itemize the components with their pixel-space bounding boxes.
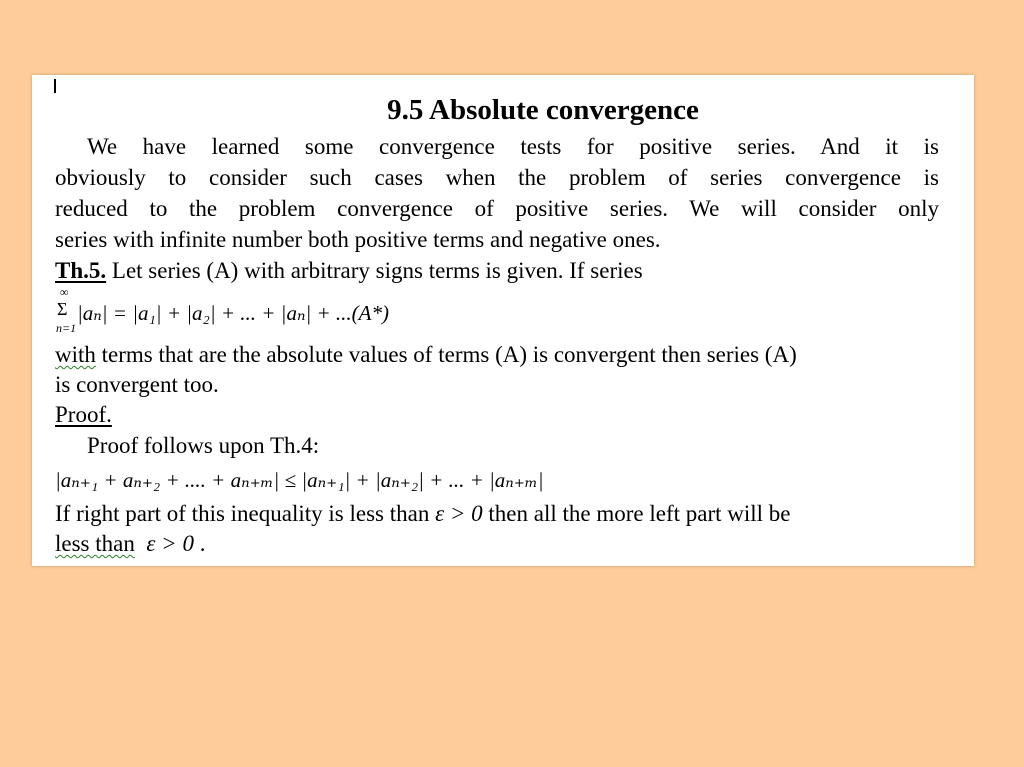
after-formula-line-1 xyxy=(55,340,797,370)
after-formula-rest: terms that are the absolute values of terms (A) is convergent then series (A) xyxy=(95,342,797,367)
proof-line xyxy=(55,400,112,430)
intro-line-4: series with infinite number both positive terms and negative ones. xyxy=(55,227,661,252)
summation-symbol xyxy=(55,286,77,344)
conclusion-text-b: then all the more left part will be xyxy=(482,501,791,526)
less-than-words: less than xyxy=(55,531,135,556)
intro-line-1: We have learned some convergence tests for positive series. And it is xyxy=(87,134,939,159)
text-cursor xyxy=(54,79,56,93)
theorem-text: Let series (A) with arbitrary signs terms is given. If series xyxy=(106,258,643,283)
theorem-label: Th.5. xyxy=(55,258,107,283)
document-page xyxy=(32,75,974,566)
final-period: . xyxy=(199,531,206,556)
after-formula-line-2: is convergent too. xyxy=(55,372,219,397)
proof-label: Proof. xyxy=(55,402,112,427)
sigma-icon: Σ xyxy=(57,298,68,319)
sum-lower-limit: n=1 xyxy=(56,320,77,335)
conclusion-text-a: If right part of this inequality is less than xyxy=(55,501,436,526)
inequality-line: |aₙ₊₁ + aₙ₊₂ + .... + aₙ₊ₘ| ≤ |aₙ₊₁| + |aₙ₊₂| + ... + |aₙ₊ₘ| xyxy=(55,468,544,492)
theorem-line xyxy=(55,256,643,286)
series-formula-line xyxy=(55,284,389,344)
proof-follows-line: Proof follows upon Th.4: xyxy=(87,433,320,458)
intro-line-2: obviously to consider such cases when the problem of series convergence is xyxy=(55,165,939,190)
section-title: 9.5 Absolute convergence xyxy=(387,94,699,126)
intro-line-3: reduced to the problem convergence of positive series. We will consider only xyxy=(55,196,939,221)
series-formula: |aₙ| = |a₁| + |a₂| + ... + |aₙ| + ...(A*) xyxy=(77,301,389,325)
epsilon-expression-2: ε > 0 xyxy=(146,531,194,556)
sum-upper-limit: ∞ xyxy=(60,284,69,299)
with-word: with xyxy=(55,342,96,367)
conclusion-line-1 xyxy=(55,499,791,529)
conclusion-line-2 xyxy=(55,529,205,559)
epsilon-expression: ε > 0 xyxy=(435,501,483,526)
